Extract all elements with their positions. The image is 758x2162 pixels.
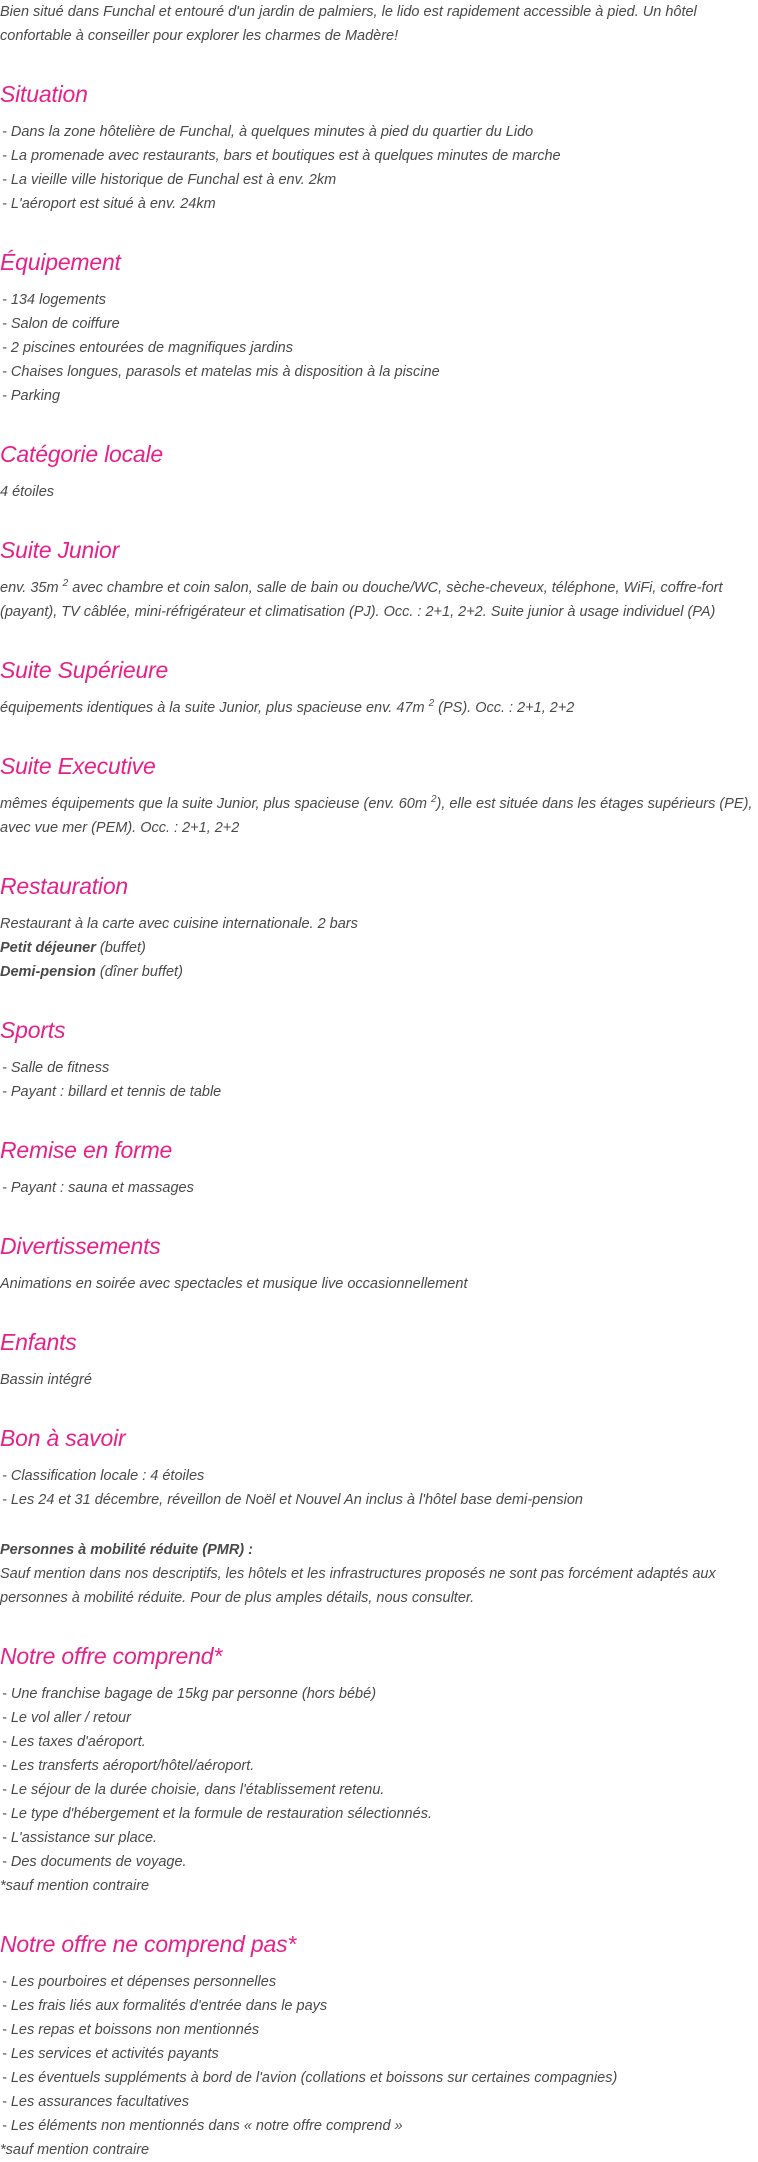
heading-bon-a-savoir: Bon à savoir <box>0 1425 126 1451</box>
suite-junior-text <box>0 576 758 624</box>
list-item: - Les taxes d'aéroport. <box>2 1734 146 1750</box>
list-item: - Les pourboires et dépenses personnelles <box>2 1974 277 1990</box>
suite-junior-text-a: env. 35m <box>0 580 63 596</box>
demi-pension-value: (dîner buffet) <box>95 964 183 980</box>
section-situation <box>0 78 758 216</box>
heading-offre-comprend: Notre offre comprend* <box>0 1643 223 1669</box>
petit-dejeuner-label: Petit déjeuner <box>0 940 96 956</box>
superscript: 2 <box>428 698 435 709</box>
heading-suite-executive: Suite Executive <box>0 753 156 779</box>
list-item: - 134 logements <box>2 292 106 308</box>
list-item: - Les éléments non mentionnés dans « notre offre comprend » <box>2 2118 403 2134</box>
superscript: 2 <box>62 578 69 589</box>
suite-superieure-text-b: (PS). Occ. : 2+1, 2+2 <box>434 700 575 716</box>
list-item: - Les transferts aéroport/hôtel/aéroport. <box>2 1758 255 1774</box>
pmr-label: Personnes à mobilité réduite (PMR) : <box>0 1542 253 1558</box>
list-item: - Les repas et boissons non mentionnés <box>2 2022 260 2038</box>
suite-executive-text-a: mêmes équipements que la suite Junior, plus spacieuse (env. 60m <box>0 796 431 812</box>
list-item: - Des documents de voyage. <box>2 1854 187 1870</box>
list-item: - Le séjour de la durée choisie, dans l'établissement retenu. <box>2 1782 385 1798</box>
heading-equipement: Équipement <box>0 249 121 275</box>
list-item: - 2 piscines entourées de magnifiques jardins <box>2 340 293 356</box>
divertissements-text: Animations en soirée avec spectacles et musique live occasionnellement <box>0 1276 468 1292</box>
restauration-line: Restaurant à la carte avec cuisine internationale. 2 bars <box>0 916 358 932</box>
suite-executive-text-b: ), elle est située dans les étages supérieurs (PE), avec vue mer (PEM). Occ. : 2+1, 2+2 <box>0 796 753 836</box>
section-offre-comprend <box>0 1640 758 1898</box>
suite-superieure-text-a: équipements identiques à la suite Junior, plus spacieuse env. 47m <box>0 700 429 716</box>
categorie-text: 4 étoiles <box>0 484 55 500</box>
heading-restauration: Restauration <box>0 873 129 899</box>
heading-suite-superieure: Suite Supérieure <box>0 657 169 683</box>
list-item: - Les éventuels suppléments à bord de l'avion (collations et boissons sur certaines compagnies) <box>2 2070 618 2086</box>
heading-enfants: Enfants <box>0 1329 77 1355</box>
intro-text: Bien situé dans Funchal et entouré d'un jardin de palmiers, le lido est rapidement accessible à pied. Un hôtel confortable à conseiller pour explorer les charmes de Madère! <box>0 4 697 44</box>
section-suite-junior <box>0 534 758 624</box>
list-item: - Payant : sauna et massages <box>2 1180 194 1196</box>
list-item: - Les assurances facultatives <box>2 2094 189 2110</box>
section-bon-a-savoir <box>0 1422 758 1610</box>
section-offre-ne-comprend-pas <box>0 1928 758 2162</box>
list-item: - Chaises longues, parasols et matelas mis à disposition à la piscine <box>2 364 440 380</box>
heading-categorie: Catégorie locale <box>0 441 164 467</box>
heading-sports: Sports <box>0 1017 66 1043</box>
section-suite-superieure <box>0 654 758 720</box>
footnote: *sauf mention contraire <box>0 1878 150 1894</box>
section-sports <box>0 1014 758 1104</box>
heading-situation: Situation <box>0 81 88 107</box>
pmr-text: Sauf mention dans nos descriptifs, les hôtels et les infrastructures proposés ne sont pas forcément adaptés aux personnes à mobilité réduite. Pour de plus amples détails, nous consulter. <box>0 1566 716 1606</box>
enfants-text: Bassin intégré <box>0 1372 92 1388</box>
list-item: - Le vol aller / retour <box>2 1710 131 1726</box>
section-categorie <box>0 438 758 504</box>
heading-divertissements: Divertissements <box>0 1233 161 1259</box>
list-item: - Dans la zone hôtelière de Funchal, à quelques minutes à pied du quartier du Lido <box>2 124 534 140</box>
list-item: - Le type d'hébergement et la formule de restauration sélectionnés. <box>2 1806 432 1822</box>
list-item: - L'assistance sur place. <box>2 1830 158 1846</box>
list-item: - La promenade avec restaurants, bars et boutiques est à quelques minutes de marche <box>2 148 561 164</box>
list-item: - Classification locale : 4 étoiles <box>2 1468 205 1484</box>
list-item: - Une franchise bagage de 15kg par personne (hors bébé) <box>2 1686 377 1702</box>
suite-junior-text-b: avec chambre et coin salon, salle de bain ou douche/WC, sèche-cheveux, téléphone, WiFi, coffre-fort (payant), TV câblée, mini-réfrigérateur et climatisation (PJ). Occ. : 2+1, 2+2. Suite junior à usage individuel (PA) <box>0 580 723 620</box>
pmr-notice <box>0 1538 758 1610</box>
footnote: *sauf mention contraire <box>0 2142 150 2158</box>
list-item: - Parking <box>2 388 61 404</box>
suite-executive-text <box>0 792 758 840</box>
demi-pension-label: Demi-pension <box>0 964 96 980</box>
list-item: - Salon de coiffure <box>2 316 120 332</box>
list-item: - Les 24 et 31 décembre, réveillon de Noël et Nouvel An inclus à l'hôtel base demi-pension <box>2 1492 583 1508</box>
list-item: - Les services et activités payants <box>2 2046 219 2062</box>
heading-suite-junior: Suite Junior <box>0 537 120 563</box>
section-remise-en-forme <box>0 1134 758 1200</box>
section-restauration <box>0 870 758 984</box>
section-divertissements <box>0 1230 758 1296</box>
heading-offre-ne-comprend-pas: Notre offre ne comprend pas* <box>0 1931 297 1957</box>
list-item: - L'aéroport est situé à env. 24km <box>2 196 216 212</box>
list-item: - La vieille ville historique de Funchal est à env. 2km <box>2 172 337 188</box>
list-item: - Salle de fitness <box>2 1060 110 1076</box>
suite-superieure-text <box>0 696 758 720</box>
section-equipement <box>0 246 758 408</box>
demi-pension-line <box>0 960 758 984</box>
superscript: 2 <box>430 794 437 805</box>
heading-remise-en-forme: Remise en forme <box>0 1137 173 1163</box>
section-enfants <box>0 1326 758 1392</box>
section-suite-executive <box>0 750 758 840</box>
list-item: - Les frais liés aux formalités d'entrée dans le pays <box>2 1998 328 2014</box>
petit-dejeuner-line <box>0 936 758 960</box>
list-item: - Payant : billard et tennis de table <box>2 1084 222 1100</box>
petit-dejeuner-value: (buffet) <box>95 940 146 956</box>
